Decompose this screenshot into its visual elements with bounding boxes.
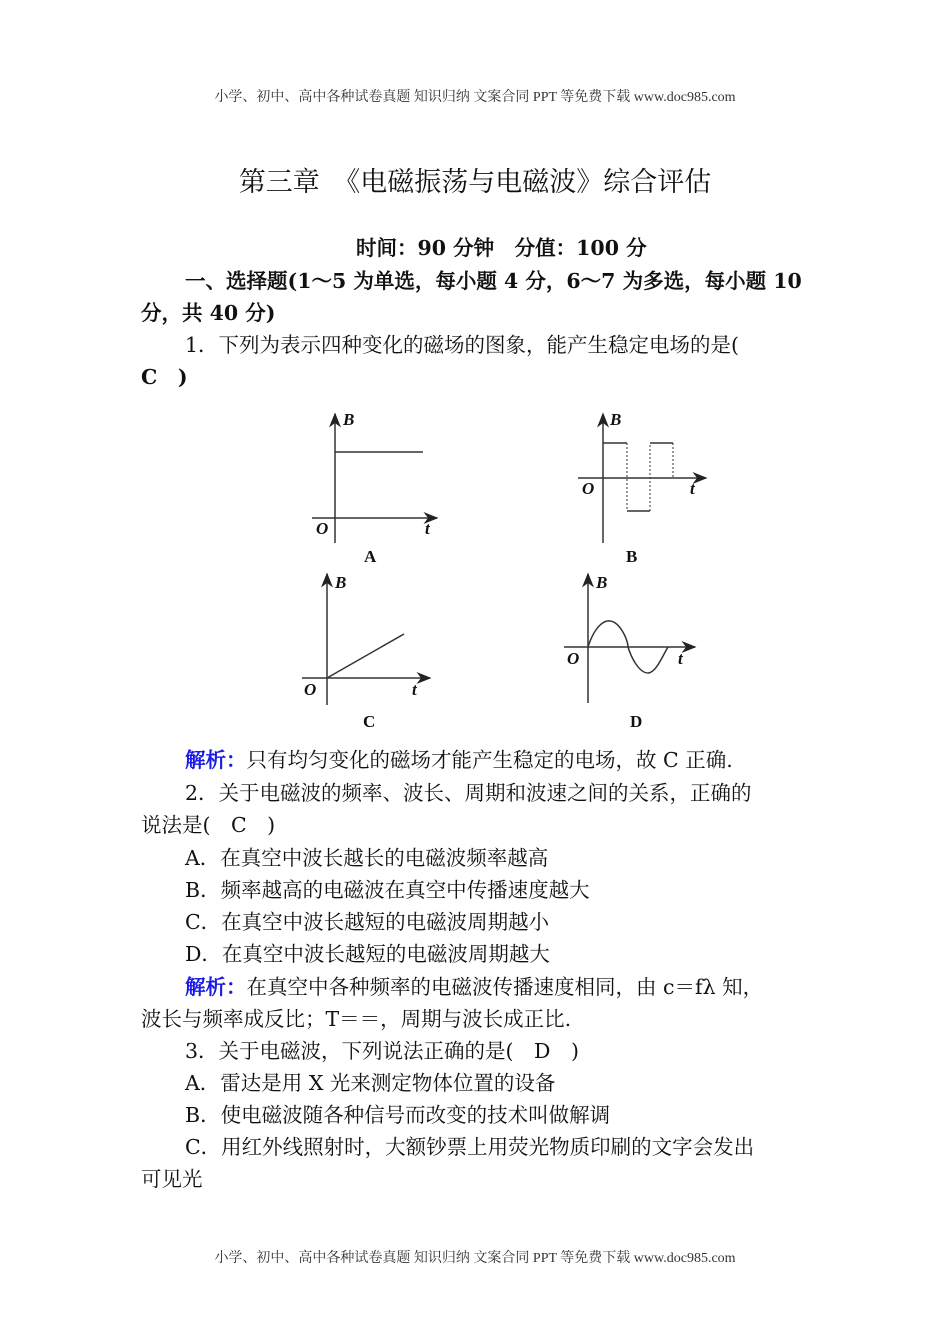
- q3-option-c: C．用红外线照射时，大额钞票上用荧光物质印刷的文字会发出: [185, 1135, 755, 1159]
- graph-b-origin: O: [582, 479, 595, 498]
- graph-a-x-label: t: [425, 519, 430, 538]
- graph-c-y-label: B: [335, 573, 347, 592]
- q3-option-a: A．雷达是用 X 光来测定物体位置的设备: [185, 1071, 556, 1095]
- graph-a-label: A: [364, 547, 377, 566]
- q1-analysis: [185, 746, 733, 774]
- q3-option-b: B．使电磁波随各种信号而改变的技术叫做解调: [185, 1103, 611, 1127]
- graph-b-label: B: [626, 547, 638, 566]
- q1-answer: C ): [141, 365, 188, 389]
- page-footer: 小学、初中、高中各种试卷真题 知识归纳 文案合同 PPT 等免费下载 www.doc985.com: [214, 1251, 736, 1266]
- graph-d-label: D: [630, 712, 643, 731]
- analysis-text: 在真空中各种频率的电磁波传播速度相同，由 c＝fλ 知，: [246, 975, 764, 999]
- graph-a: [312, 414, 437, 543]
- graph-d-y-label: B: [596, 573, 608, 592]
- graph-c-x-label: t: [412, 680, 417, 699]
- q3-option-c-cont: 可见光: [141, 1167, 203, 1191]
- graph-d: [564, 574, 695, 703]
- graph-b-curve: [603, 443, 673, 511]
- graph-b-x-label: t: [690, 479, 695, 498]
- graph-a-origin: O: [316, 519, 329, 538]
- graph-c-curve: [327, 634, 404, 678]
- graph-a-y-label: B: [343, 410, 355, 429]
- q2-stem: 2．关于电磁波的频率、波长、周期和波速之间的关系，正确的: [185, 781, 752, 805]
- analysis-tag: 解析：: [185, 748, 247, 772]
- page-header: 小学、初中、高中各种试卷真题 知识归纳 文案合同 PPT 等免费下载 www.doc985.com: [214, 90, 736, 105]
- q2-analysis-cont: 波长与频率成反比；T＝＝，周期与波长成正比.: [141, 1007, 572, 1031]
- analysis-tag: 解析：: [185, 975, 247, 999]
- analysis-text: 只有均匀变化的磁场才能产生稳定的电场，故 C 正确.: [246, 748, 733, 772]
- q2-option-d: D．在真空中波长越短的电磁波周期越大: [185, 942, 550, 966]
- q2-option-c: C．在真空中波长越短的电磁波周期越小: [185, 910, 550, 934]
- exam-meta: 时间：90 分钟 分值：100 分: [356, 236, 647, 260]
- q2-option-b: B．频率越高的电磁波在真空中传播速度越大: [185, 878, 590, 902]
- graph-d-x-label: t: [678, 649, 683, 668]
- q1-stem: 1．下列为表示四种变化的磁场的图象，能产生稳定电场的是(: [185, 333, 740, 357]
- q2-analysis: [185, 973, 763, 1001]
- graph-c-label: C: [363, 712, 376, 731]
- graph-d-origin: O: [567, 649, 580, 668]
- q2-option-a: A．在真空中波长越长的电磁波频率越高: [185, 846, 549, 870]
- graph-b: [578, 414, 706, 543]
- graph-c-origin: O: [304, 680, 317, 699]
- graph-c: [302, 574, 430, 705]
- q3-stem: 3．关于电磁波，下列说法正确的是( D ): [185, 1039, 579, 1063]
- section-heading: 一、选择题(1～5 为单选，每小题 4 分，6～7 为多选，每小题 10: [185, 269, 802, 293]
- section-heading-cont: 分，共 40 分): [141, 301, 276, 325]
- page-title: 第三章 《电磁振荡与电磁波》综合评估: [238, 167, 712, 198]
- graph-b-y-label: B: [610, 410, 622, 429]
- q2-stem-cont: 说法是( C ): [141, 813, 276, 837]
